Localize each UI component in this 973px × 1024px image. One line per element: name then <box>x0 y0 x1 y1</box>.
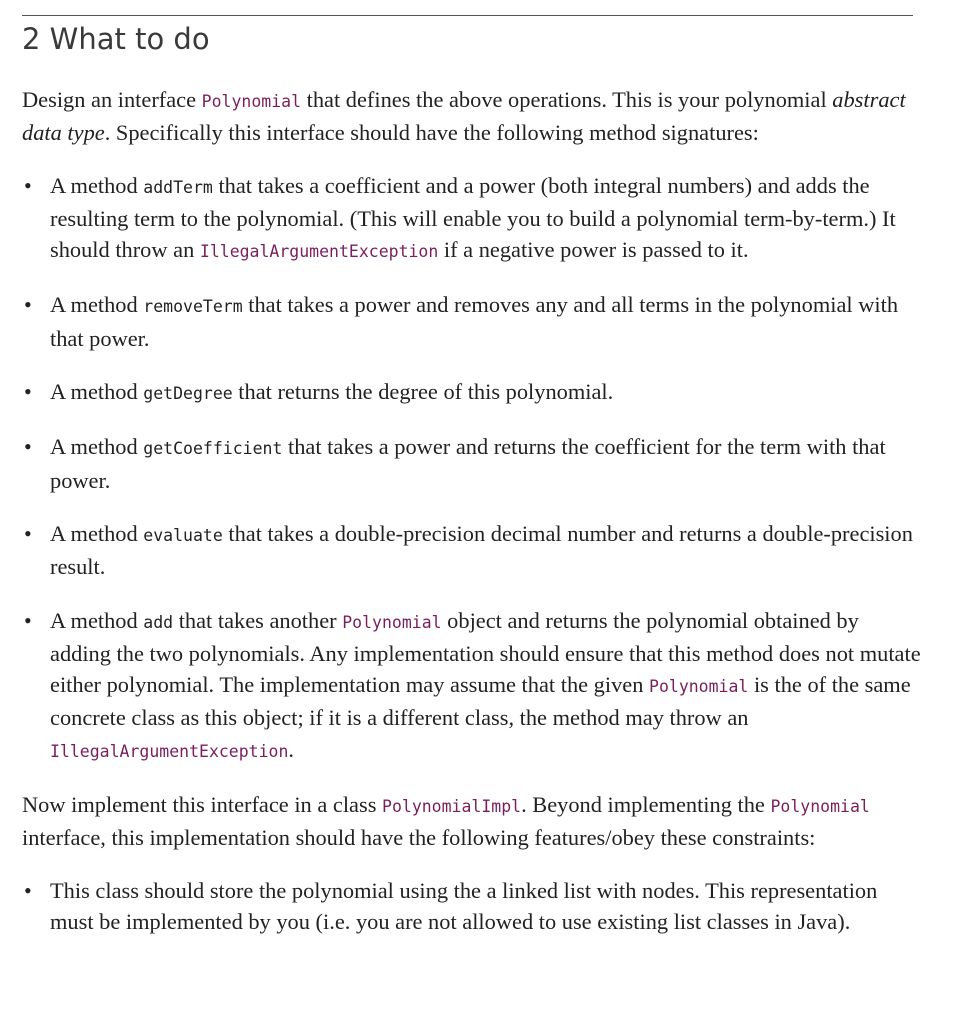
method-list <box>22 170 922 767</box>
intro-text-2: that defines the above operations. This is your polynomial <box>301 87 833 112</box>
code-polynomial: Polynomial <box>649 677 749 697</box>
item-text: A method <box>50 379 144 405</box>
item-text: that takes another <box>173 607 343 633</box>
constraint-list <box>22 875 922 938</box>
list-item: • This class should store the polynomial using the a linked list with nodes. This representation must be implemented by you (i.e. you are not allowed to use existing list classes in Java). <box>22 875 922 938</box>
intro-paragraph <box>22 84 922 149</box>
item-text: is the of the same concrete class as this object; if it is a different class, the method may throw an <box>50 672 911 731</box>
item-text: object and returns the polynomial obtained by adding the two polynomials. Any implementation should ensure that this method does not mutate either polynomial. The implementation may assume that the given <box>50 607 921 698</box>
item-text: A method <box>50 434 144 460</box>
section-heading <box>22 18 210 60</box>
code-illegal-argument-exception: IllegalArgumentException <box>50 741 289 761</box>
item-text: . <box>288 736 295 762</box>
item-text: if a negative power is passed to it. <box>438 237 749 263</box>
code-getdegree: getDegree <box>143 384 233 404</box>
impl-text-1: Now implement this interface in a class <box>22 792 383 818</box>
code-polynomial: Polynomial <box>342 612 442 632</box>
list-item <box>22 518 922 583</box>
code-illegal-argument-exception: IllegalArgumentException <box>199 242 439 262</box>
item-text: A method <box>50 172 144 198</box>
code-getcoefficient: getCoefficient <box>143 439 283 459</box>
code-addterm: addTerm <box>143 177 213 197</box>
impl-text-2: . Beyond implementing the <box>521 792 771 818</box>
item-text: A method <box>50 292 144 318</box>
section-divider <box>22 15 913 16</box>
list-item <box>22 431 922 496</box>
list-item <box>22 289 922 354</box>
code-removeterm: removeTerm <box>143 297 243 317</box>
impl-text-3: interface, this implementation should have the following features/obey these constraints: <box>22 825 816 851</box>
code-polynomialimpl: PolynomialImpl <box>382 797 522 817</box>
item-text: that returns the degree of this polynomial. <box>232 379 614 405</box>
code-polynomial: Polynomial <box>201 92 302 111</box>
section-title: What to do <box>49 22 210 56</box>
section-number: 2 <box>22 22 41 56</box>
intro-text-1: Design an interface <box>22 87 202 112</box>
item-text: that takes a double-precision decimal number and returns a double-precision result. <box>50 520 913 580</box>
item-text: that takes a power and removes any and all terms in the polynomial with that power. <box>50 292 899 351</box>
list-item <box>22 376 922 409</box>
item-text: that takes a power and returns the coefficient for the term with that power. <box>50 434 886 493</box>
impl-paragraph <box>22 789 922 854</box>
list-item <box>22 170 922 268</box>
emphasis-adt: abstract data type <box>22 87 906 146</box>
item-text: A method <box>50 520 144 546</box>
code-add: add <box>143 612 174 632</box>
item-text: A method <box>50 607 144 633</box>
section-content <box>22 84 922 937</box>
intro-text-3: . Specifically this interface should have the following method signatures: <box>104 120 759 146</box>
list-item <box>22 605 922 767</box>
code-polynomial: Polynomial <box>770 797 870 817</box>
item-text: that takes a coefficient and a power (both integral numbers) and adds the resulting term to the polynomial. (This will enable you to build a polynomial term-by-term.) It should throw an <box>50 172 896 263</box>
code-evaluate: evaluate <box>143 525 223 545</box>
